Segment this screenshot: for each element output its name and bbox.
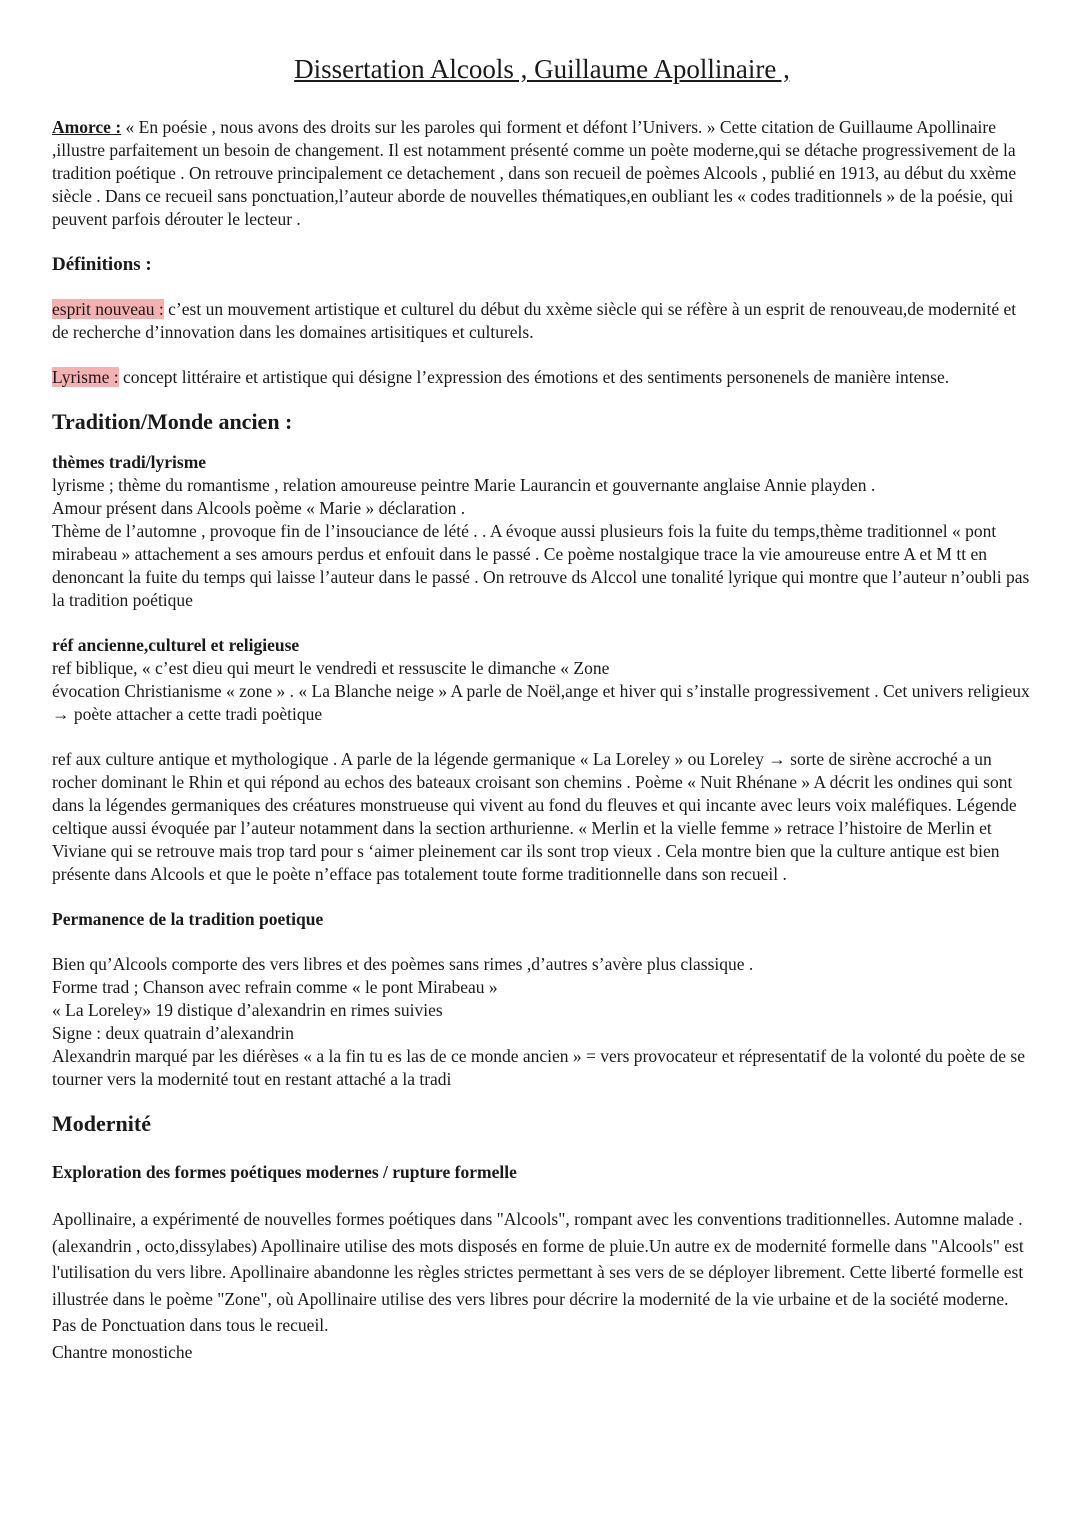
amorce-text: « En poésie , nous avons des droits sur les paroles qui forment et défont l’Univers. » Cette citation de Guillaume Apollinaire ,illustre parfaitement un besoin de changement. Il est notamment présenté comme un poète moderne,qui se détache progressivement de la tradition poétique . On retrouve principalement ce detachement , dans son recueil de poèmes Alcools , publié en 1913, au début du xxème siècle . Dans ce recueil sans ponctuation,l’auteur aborde de nouvelles thématiques,en oubliant les « codes traditionnels » de la poésie, qui peuvent parfois dérouter le lecteur . (52, 117, 1017, 229)
permanence-heading: Permanence de la tradition poetique (52, 909, 324, 929)
themes-line: Thème de l’automne , provoque fin de l’insouciance de lété . . A évoque aussi plusieurs fois la fuite du temps,thème traditionnel « pont mirabeau » attachement a ses amours perdus et enfouit dans le passé . Ce poème nostalgique trace la vie amoureuse entre A et M tt en denoncant la fuite du temps qui laisse l’auteur dans le passé . On retrouve ds Alccol une tonalité lyrique qui montre que l’auteur n’oubli pas la tradition poétique (52, 521, 1030, 610)
definition-term: esprit nouveau : (52, 299, 164, 319)
references-line: évocation Christianisme « zone » . « La Blanche neige » A parle de Noël,ange et hiver qui s’installe progressivement . Cet univers religieux → poète attacher a cette tradi poètique (52, 681, 1030, 724)
document-title: Dissertation Alcools , Guillaume Apollinaire , (294, 54, 790, 84)
modernite-last-line: Chantre monostiche (52, 1341, 193, 1362)
definition-text: concept littéraire et artistique qui désigne l’expression des émotions et des sentiments personenels de manière intense. (118, 367, 950, 387)
permanence-line: Forme trad ; Chanson avec refrain comme « le pont Mirabeau » (52, 977, 498, 997)
themes-heading: thèmes tradi/lyrisme (52, 452, 207, 472)
definition-esprit-nouveau (52, 298, 1032, 344)
references-heading: réf ancienne,culturel et religieuse (52, 635, 300, 655)
permanence-line: Alexandrin marqué par les diérèses « a la fin tu es las de ce monde ancien » = vers provocateur et répresentatif de la volonté du poète de se tourner vers la modernité tout en restant attaché a la tradi (52, 1046, 1025, 1089)
tradition-heading: Tradition/Monde ancien : (52, 409, 293, 434)
modernite-subheading: Exploration des formes poétiques modernes / rupture formelle (52, 1162, 517, 1182)
modernite-section (52, 1206, 1032, 1365)
definitions-heading: Définitions : (52, 254, 152, 275)
amorce-paragraph (52, 116, 1032, 231)
themes-line: Amour présent dans Alcools poème « Marie » déclaration . (52, 498, 466, 518)
permanence-line: « La Loreley» 19 distique d’alexandrin en rimes suivies (52, 1000, 443, 1020)
definition-term: Lyrisme : (52, 367, 119, 387)
modernite-heading: Modernité (52, 1111, 151, 1136)
permanence-line: Signe : deux quatrain d’alexandrin (52, 1023, 295, 1043)
definition-lyrisme (52, 366, 1032, 389)
definition-text: c’est un mouvement artistique et culturel du début du xxème siècle qui se réfère à un esprit de renouveau,de modernité et de recherche d’innovation dans les domaines artisitiques et culturels. (52, 299, 1017, 342)
themes-line: lyrisme ; thème du romantisme , relation amoureuse peintre Marie Laurancin et gouvernante anglaise Annie playden . (52, 475, 876, 495)
amorce-label: Amorce : (52, 117, 122, 137)
references-paragraph: ref aux culture antique et mythologique . A parle de la légende germanique « La Loreley » ou Loreley → sorte de sirène accroché a un rocher dominant le Rhin et qui répond au echos des bateaux croisant son chemins . Poème « Nuit Rhénane » A décrit les ondines qui sont dans la légendes germaniques des créatures monstrueuse qui vivent au fond du fleuves et qui incante avec leurs voix maléfiques. Légende celtique aussi évoquée par l’auteur notamment dans la section arthurienne. « Merlin et la vielle femme » retrace l’histoire de Merlin et Viviane qui se retrouve mais trop tard pour s ‘aimer pleinement car ils sont trop vieux . Cela montre bien que la culture antique est bien présente dans Alcools et que le poète n’efface pas totalement toute forme traditionnelle dans son recueil . (52, 749, 1017, 884)
document-page (52, 52, 1032, 1365)
modernite-paragraph: Apollinaire, a expérimenté de nouvelles formes poétiques dans "Alcools", rompant avec les conventions traditionnelles. Automne malade .(alexandrin , octo,dissylabes) Apollinaire utilise des mots disposés en forme de pluie.Un autre ex de modernité formelle dans "Alcools" est l'utilisation du vers libre. Apollinaire abandonne les règles strictes permettant à ses vers de se déployer librement. Cette liberté formelle est illustrée dans le poème "Zone", où Apollinaire utilise des vers libres pour décrire la modernité de la vie urbaine et de la société moderne. Pas de Ponctuation dans tous le recueil. (52, 1209, 1024, 1335)
references-line: ref biblique, « c’est dieu qui meurt le vendredi et ressuscite le dimanche « Zone (52, 658, 610, 678)
permanence-line: Bien qu’Alcools comporte des vers libres et des poèmes sans rimes ,d’autres s’avère plus classique . (52, 954, 754, 974)
